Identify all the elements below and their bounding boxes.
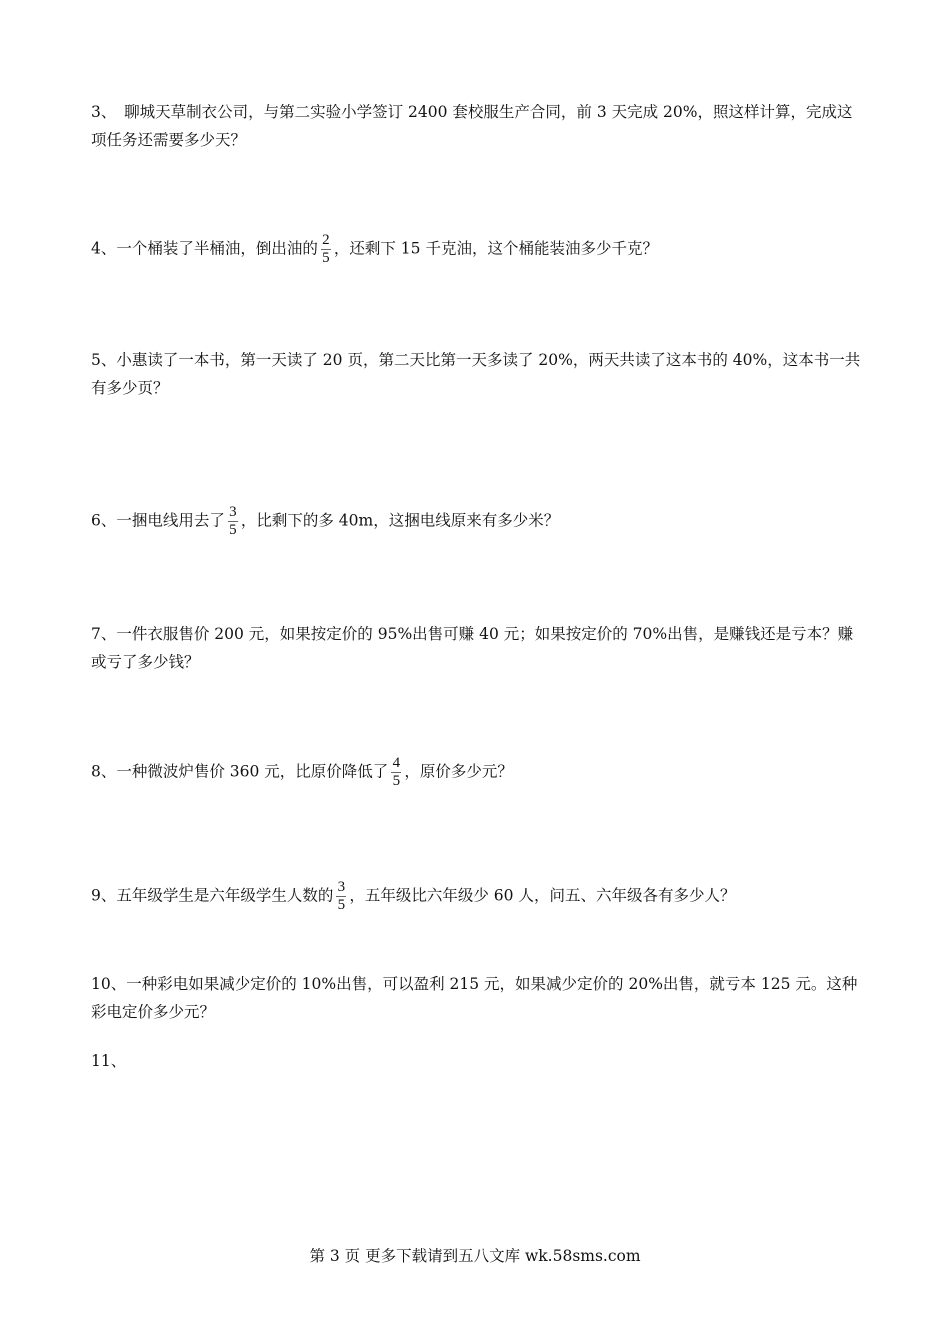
- fraction-3-5: [336, 879, 346, 914]
- question-11: [91, 1047, 866, 1075]
- question-3: [91, 98, 866, 154]
- question-4: [91, 232, 866, 267]
- question-10: [91, 970, 866, 1026]
- question-8: [91, 755, 866, 790]
- question-9-text-after: ，五年级比六年级少 60 人，问五、六年级各有多少人？: [349, 886, 736, 905]
- fraction-3-5: [228, 504, 238, 539]
- fraction-denominator: 5: [392, 773, 401, 789]
- fraction-denominator: 5: [337, 897, 346, 913]
- question-9: [91, 879, 866, 914]
- question-10-text: 10、一种彩电如果减少定价的 10%出售，可以盈利 215 元，如果减少定价的 20%出售，就亏本 125 元。这种彩电定价多少元？: [91, 975, 858, 1021]
- question-5: [91, 346, 866, 402]
- question-6-text-before: 6、一捆电线用去了: [91, 511, 225, 530]
- fraction-2-5: [321, 232, 331, 267]
- question-5-text: 5、小惠读了一本书，第一天读了 20 页，第二天比第一天多读了 20%，两天共读了这本书的 40%，这本书一共有多少页？: [91, 351, 861, 397]
- question-7-text: 7、一件衣服售价 200 元，如果按定价的 95%出售可赚 40 元；如果按定价的 70%出售，是赚钱还是亏本？赚或亏了多少钱？: [91, 625, 854, 671]
- fraction-numerator: 4: [392, 755, 401, 771]
- question-9-text-before: 9、五年级学生是六年级学生人数的: [91, 886, 334, 905]
- question-6-text-after: ，比剩下的多 40m，这捆电线原来有多少米？: [240, 511, 560, 530]
- question-8-text-before: 8、一种微波炉售价 360 元，比原价降低了: [91, 762, 389, 781]
- question-6: [91, 504, 866, 539]
- footer-text: 第 3 页 更多下载请到五八文库 wk.58sms.com: [309, 1247, 641, 1265]
- question-7: [91, 620, 866, 676]
- fraction-numerator: 3: [229, 504, 237, 520]
- question-8-text-after: ，原价多少元？: [404, 762, 513, 781]
- fraction-numerator: 2: [322, 232, 330, 248]
- page-footer: [0, 1245, 950, 1267]
- fraction-4-5: [391, 755, 401, 790]
- question-4-text-before: 4、一个桶装了半桶油，倒出油的: [91, 239, 318, 258]
- fraction-denominator: 5: [322, 250, 330, 266]
- question-3-text: 3、 聊城天草制衣公司，与第二实验小学签订 2400 套校服生产合同，前 3 天完成 20%，照这样计算，完成这项任务还需要多少天？: [91, 103, 853, 149]
- question-11-text: 11、: [91, 1052, 127, 1070]
- question-4-text-after: ，还剩下 15 千克油，这个桶能装油多少千克？: [333, 239, 658, 258]
- fraction-denominator: 5: [229, 522, 237, 538]
- fraction-numerator: 3: [337, 879, 346, 895]
